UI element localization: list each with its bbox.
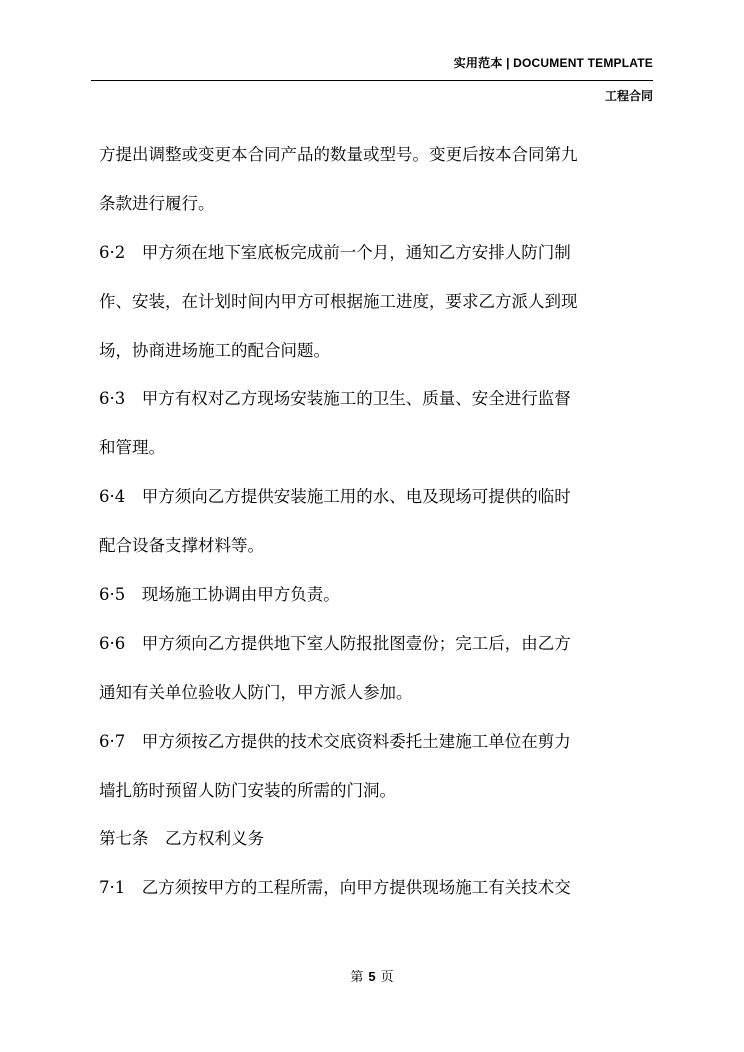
- body-line: 6·6 甲方须向乙方提供地下室人防报批图壹份；完工后，由乙方: [99, 633, 571, 653]
- body-line: 7·1 乙方须按甲方的工程所需，向甲方提供现场施工有关技术交: [99, 878, 571, 898]
- page-footer: [0, 966, 744, 985]
- body-line: 通知有关单位验收人防门，甲方派人参加。: [99, 682, 413, 702]
- document-body: [99, 138, 659, 920]
- body-line: 作、安装，在计划时间内甲方可根据施工进度，要求乙方派人到现: [99, 291, 578, 311]
- body-line: 6·7 甲方须按乙方提供的技术交底资料委托土建施工单位在剪力: [99, 731, 571, 751]
- page-suffix: 页: [380, 970, 394, 985]
- section-heading: 第七条 乙方权利义务: [99, 829, 264, 849]
- body-line: 条款进行履行。: [99, 193, 215, 213]
- page-prefix: 第: [350, 970, 364, 985]
- body-line: 6·2 甲方须在地下室底板完成前一个月，通知乙方安排人防门制: [99, 242, 571, 262]
- body-line: 和管理。: [99, 438, 165, 458]
- body-line: 6·5 现场施工协调由甲方负责。: [99, 585, 340, 605]
- header-divider: [91, 80, 653, 81]
- header-subtitle: 工程合同: [604, 89, 653, 103]
- body-line: 场，协商进场施工的配合问题。: [99, 340, 330, 360]
- body-line: 6·4 甲方须向乙方提供安装施工用的水、电及现场可提供的临时: [99, 487, 571, 507]
- header-brand: 实用范本 | DOCUMENT TEMPLATE: [453, 56, 653, 70]
- body-line: 方提出调整或变更本合同产品的数量或型号。变更后按本合同第九: [99, 145, 578, 164]
- body-line: 配合设备支撑材料等。: [99, 536, 264, 556]
- body-line: 6·3 甲方有权对乙方现场安装施工的卫生、质量、安全进行监督: [99, 389, 571, 409]
- body-line: 墙扎筋时预留人防门安装的所需的门洞。: [99, 780, 396, 800]
- page-number: 5: [368, 969, 376, 984]
